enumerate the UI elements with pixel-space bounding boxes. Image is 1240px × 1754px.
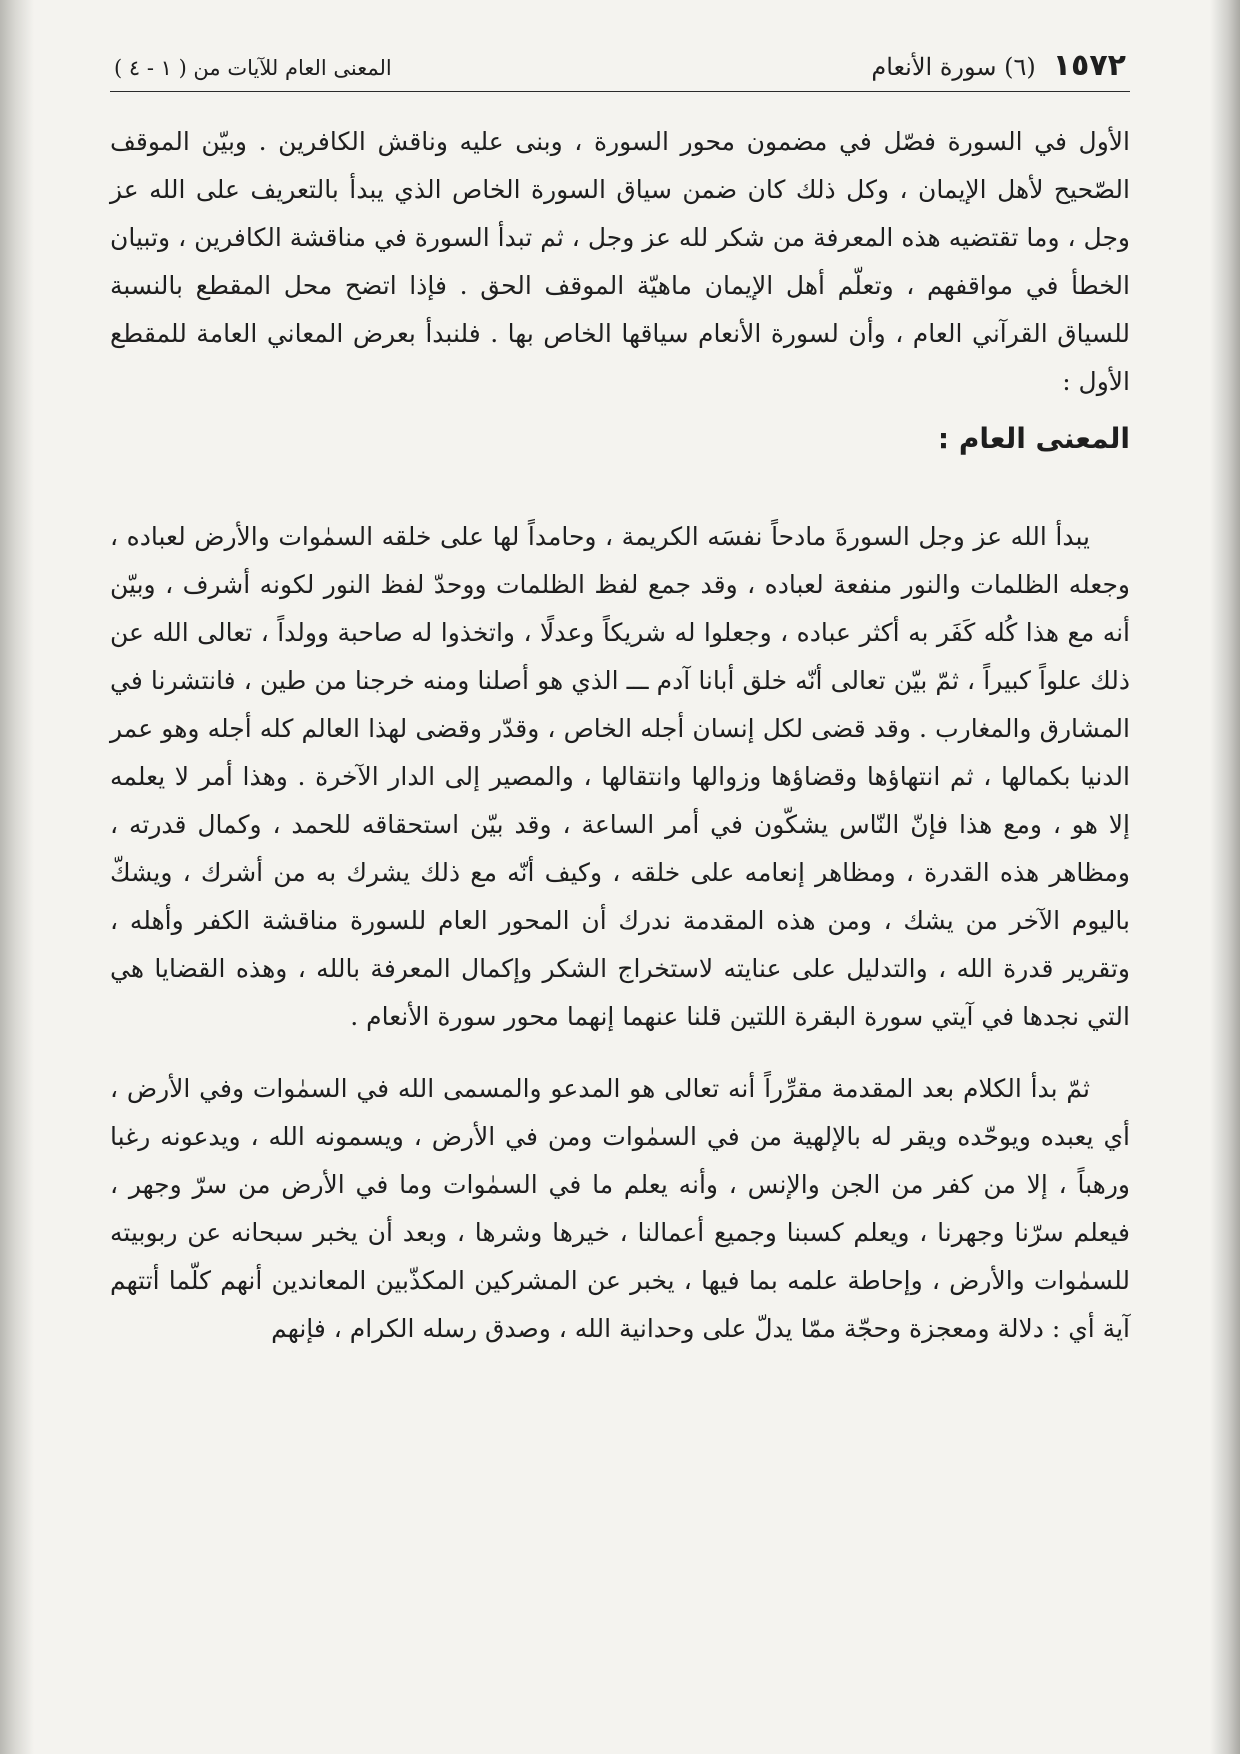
body-paragraph-1: يبدأ الله عز وجل السورةَ مادحاً نفسَه الكريمة ، وحامداً لها على خلقه السمٰوات والأرض لعباده ، وجعله الظلمات والنور منفعة لعباده ، وقد جمع لفظ الظلمات ووحدّ لفظ النور لكونه أشرف ، وبيّن أنه مع هذا كُله كَفَر به أكثر عباده ، وجعلوا له شريكاً وعدلًا ، واتخذوا له صاحبة وولداً ، تعالى الله عن ذلك علواً كبيراً ، ثمّ بيّن تعالى أنّه خلق أبانا آدم ـــ الذي هو أصلنا ومنه خرجنا من طين ، فانتشرنا في المشارق والمغارب . وقد قضى لكل إنسان أجله الخاص ، وقدّر وقضى لهذا العالم كله أجله وهو عمر الدنيا بكمالها ، ثم انتهاؤها وقضاؤها وزوالها وانتقالها ، والمصير إلى الدار الآخرة . وهذا أمر لا يعلمه إلا هو ، ومع هذا فإنّ النّاس يشكّون في أمر الساعة ، وقد بيّن استحقاقه للحمد ، وكمال قدرته ، ومظاهر هذه القدرة ، ومظاهر إنعامه على خلقه ، وكيف أنّه مع ذلك يشرك به من أشرك ، ويشكّ باليوم الآخر من يشك ، ومن هذه المقدمة ندرك أن المحور العام للسورة مناقشة الكفر وأهله ، وتقرير قدرة الله ، والتدليل على عنايته لاستخراج الشكر وإكمال المعرفة بالله ، وهذه القضايا هي التي نجدها في آيتي سورة البقرة اللتين قلنا عنهما إنهما محور سورة الأنعام . <box>110 522 1130 1031</box>
running-header <box>110 48 1130 92</box>
header-right <box>871 48 1126 83</box>
body-paragraph-2: ثمّ بدأ الكلام بعد المقدمة مقرِّراً أنه تعالى هو المدعو والمسمى الله في السمٰوات وفي الأرض ، أي يعبده ويوحّده ويقر له بالإلهية من في السمٰوات ومن في الأرض ، ويسمونه الله ، ويدعونه رغبا ورهباً ، إلا من كفر من الجن والإنس ، وأنه يعلم ما في السمٰوات وما في الأرض من سرّ وجهر ، فيعلم سرّنا وجهرنا ، ويعلم كسبنا وجميع أعمالنا ، خيرها وشرها ، وبعد أن يخبر سبحانه عن ربوبيته للسمٰوات والأرض ، وإحاطة علمه بما فيها ، يخبر عن المشركين المكذّبين المعاندين أنهم كلّما أتتهم آية أي : دلالة ومعجزة وحجّة ممّا يدلّ على وحدانية الله ، وصدق رسله الكرام ، فإنهم <box>110 1074 1130 1343</box>
intro-paragraph: الأول في السورة فصّل في مضمون محور السورة ، وبنى عليه وناقش الكافرين . وبيّن الموقف الصّحيح لأهل الإيمان ، وكل ذلك كان ضمن سياق السورة الخاص الذي يبدأ بالتعريف على الله عز وجل ، وما تقتضيه هذه المعرفة من شكر لله عز وجل ، ثم تبدأ السورة في مناقشة الكافرين ، وتبيان الخطأ في مواقفهم ، وتعلّم أهل الإيمان ماهيّة الموقف الحق . فإذا اتضح محل المقطع بالنسبة للسياق القرآني العام ، وأن لسورة الأنعام سياقها الخاص بها . فلنبدأ بعرض المعاني العامة للمقطع الأول : <box>110 127 1130 396</box>
section-title: المعنى العام للآيات من ( ١ - ٤ ) <box>114 56 392 80</box>
paragraph-gap <box>110 1041 1130 1065</box>
book-page <box>110 48 1130 1353</box>
page-number: ١٥٧٢ <box>1052 48 1126 83</box>
surah-title: (٦) سورة الأنعام <box>871 53 1036 81</box>
scan-edge-left <box>0 0 34 1754</box>
section-heading: المعنى العام : <box>937 422 1130 455</box>
scan-edge-right <box>1210 0 1240 1754</box>
